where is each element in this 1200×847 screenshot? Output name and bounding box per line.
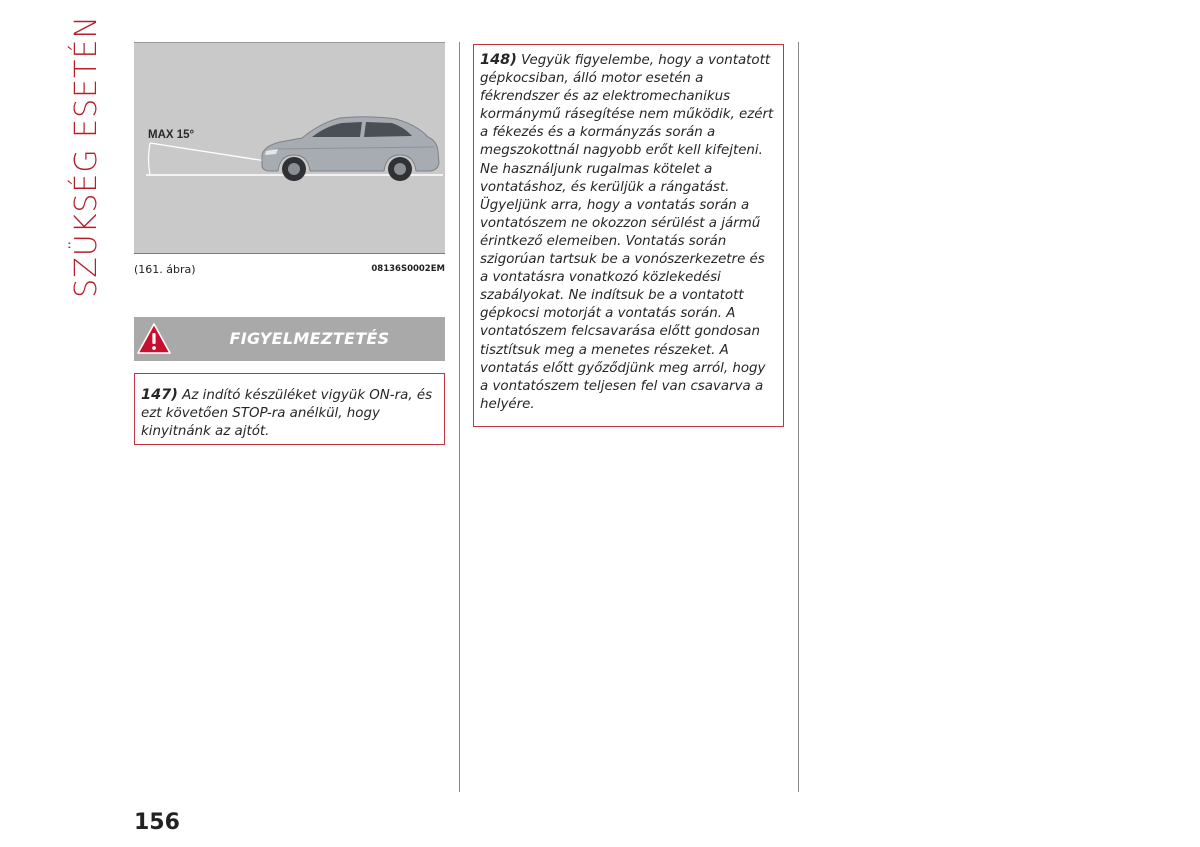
car-towing-illustration: [134, 43, 443, 253]
note-148: [473, 44, 784, 427]
warning-header: [134, 317, 445, 361]
reference-line: [150, 161, 266, 175]
section-title: SZÜKSÉG ESETÉN: [68, 14, 104, 298]
column-divider-left: [459, 42, 460, 792]
figure-code: 08136S0002EM: [371, 264, 445, 274]
column-divider-right: [798, 42, 799, 792]
section-title-vertical: [66, 14, 106, 298]
front-wheel-rim: [288, 163, 300, 175]
warning-triangle-icon: [136, 322, 172, 356]
warning-title: FIGYELMEZTETÉS: [229, 329, 390, 348]
note-number: 148): [480, 52, 517, 68]
angle-arc: [149, 143, 151, 175]
page-number: 156: [134, 810, 180, 835]
max-angle-label: MAX 15°: [148, 129, 195, 141]
note-number: 147): [141, 387, 178, 403]
figure-caption: (161. ábra): [134, 263, 196, 276]
towing-angle-figure: [134, 42, 445, 254]
note-text: Az indító készüléket vigyük ON-ra, és ezt követően STOP-ra anélkül, hogy kinyitnánk az ajtót.: [141, 388, 433, 439]
rear-wheel-rim: [394, 163, 406, 175]
note-text: Vegyük figyelembe, hogy a vontatott gépkocsiban, álló motor esetén a fékrendszer és az elektromechanikus kormánymű rásegítése nem működik, ezért a fékezés és a kormányzás során a megszokottnál nagyobb erőt kell kifejteni. Ne használjunk rugalmas kötelet a vontatáshoz, és kerüljük a rángatást. Ügyeljünk arra, hogy a vontatás során a vontatószem ne okozzon sérülést a jármű érintkező elemeiben. Vontatás során szigorúan tartsuk be a vonószerkezetre és a vontatásra vonatkozó közlekedési szabályokat. Ne indítsuk be a vontatott gépkocsi motorját a vontatás során. A vontatószem felcsavarása előtt gondosan tisztítsuk meg a menetes részeket. A vontatás előtt győződjünk meg arról, hogy a vontatószem teljesen fel van csavarva a helyére.: [480, 53, 774, 412]
tow-line: [150, 143, 266, 161]
note-147: [134, 373, 445, 445]
